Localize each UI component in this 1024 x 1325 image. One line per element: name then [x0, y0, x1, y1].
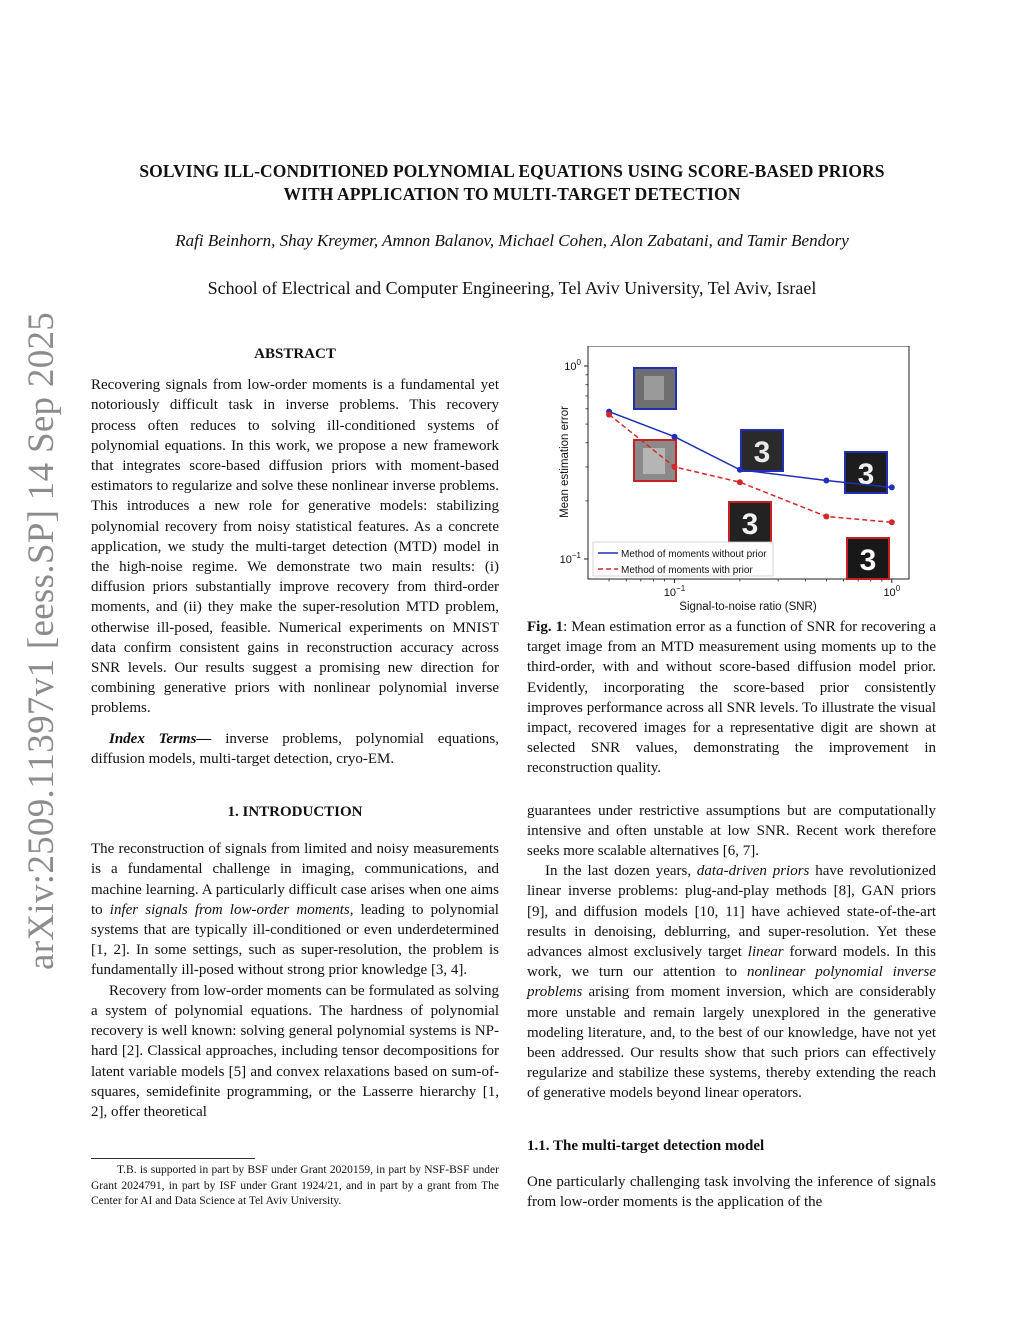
- series-0-point-1: [671, 434, 677, 440]
- figure-caption-label: Fig. 1: [527, 619, 564, 635]
- affiliation: School of Electrical and Computer Engineering, Tel Aviv University, Tel Aviv, Israel: [207, 278, 817, 298]
- authors: Rafi Beinhorn, Shay Kreymer, Amnon Balanov, Michael Cohen, Alon Zabatani, and Tamir Bendory: [175, 231, 849, 250]
- thumb-blue-1: [634, 368, 676, 409]
- index-terms-text: inverse problems, polynomial equations, diffusion models, multi-target detection, cryo-EM.: [91, 730, 499, 767]
- series-1-point-1: [671, 464, 677, 470]
- right-paragraph-1: guarantees under restrictive assumptions but are computationally intensive and often unstable at low SNR. Recent work therefore seeks more scalable alternatives [6, 7].: [527, 802, 936, 860]
- legend-label-1: Method of moments with prior: [621, 565, 753, 576]
- footnote-rule: [91, 1158, 255, 1159]
- footnote: T.B. is supported in part by BSF under Grant 2020159, in part by NSF-BSF under Grant 2024791, in part by ISF under Grant 1924/21, and in part by a grant from The Center for AI and Data Science at Tel Aviv University.: [91, 1164, 499, 1207]
- rp2-em2: linear: [747, 944, 784, 961]
- index-terms: [91, 729, 499, 769]
- figure-caption: [527, 617, 936, 779]
- x-axis-label: Signal-to-noise ratio (SNR): [679, 601, 817, 613]
- legend: [593, 542, 773, 576]
- series-1-point-3: [823, 514, 829, 520]
- rp2-b: have revolutionized linear inverse problems: plug-and-play methods [8], GAN priors [9], and diffusion models [10, 11] have achieved state-of-the-art results in denoising, deblurring, and super-resolution. Yet these advances almost exclusively target: [527, 863, 936, 961]
- svg-text:3: 3: [859, 544, 877, 577]
- y-tick-label-0: $10^{-1}$: [559, 551, 581, 566]
- rp2-d: arising from moment inversion, which are considerably more unstable and remain largely unexplored in the generative modeling literature, and, to the best of our knowledge, have not yet been addressed. Our results show that such priors can effectively regularize and stabilize these systems, thereby extending the reach of generative models beyond linear operators.: [527, 984, 936, 1102]
- index-terms-label: Index Terms—: [109, 730, 212, 747]
- intro-p1-start: The reconstruction of signals from limited and noisy measurements is a fundamental challenge in imaging, communications, and machine learning. A particularly difficult case arises when one aims to: [91, 841, 499, 918]
- rp2-em3: nonlinear polynomial inverse problems: [527, 964, 936, 1001]
- figure-1-chart: [551, 346, 936, 618]
- y-axis-label: Mean estimation error: [559, 406, 571, 518]
- svg-text:3: 3: [753, 436, 771, 469]
- title-line-1: SOLVING ILL-CONDITIONED POLYNOMIAL EQUATIONS USING SCORE-BASED PRIORS: [139, 161, 885, 181]
- title-line-2: WITH APPLICATION TO MULTI-TARGET DETECTION: [283, 184, 741, 204]
- abstract-heading: ABSTRACT: [254, 346, 336, 362]
- thumb-blue-2: [741, 430, 783, 471]
- intro-heading: 1. INTRODUCTION: [227, 804, 363, 821]
- arxiv-stamp: arXiv:2509.11397v1 [eess.SP] 14 Sep 2025: [21, 311, 62, 970]
- intro-paragraph-2: Recovery from low-order moments can be formulated as solving a system of polynomial equations. The hardness of polynomial recovery is well known: solving general polynomial systems is NP-hard [2]. Classical approaches, including tensor decompositions for latent variable models [5] and convex relaxations based on sum-of-squares, semidefinite programming, or the Lasserre hierarchy [1, 2], offer theoretical: [91, 982, 499, 1120]
- series-1-point-4: [889, 519, 895, 525]
- series-0-point-2: [737, 467, 743, 473]
- right-column: [527, 617, 936, 1212]
- x-tick-label-0: $10^{-1}$: [663, 584, 686, 599]
- figure-caption-text: : Mean estimation error as a function of SNR for recovering a target image from an MTD measurement using moments up to the third-order, with and without score-based diffusion model prior. Evidently, incorporating the score-based prior consistently improves performance across all SNR levels. To illustrate the visual impact, recovered images for a representative digit are shown at selected SNR values, demonstrating the improvement in reconstruction quality.: [527, 619, 936, 777]
- series-0-point-4: [889, 484, 895, 490]
- legend-label-0: Method of moments without prior: [621, 549, 767, 560]
- subsection-heading: 1.1. The multi-target detection model: [527, 1137, 765, 1154]
- series-0-point-3: [823, 478, 829, 484]
- rp2-em1: data-driven priors: [696, 863, 810, 880]
- svg-text:3: 3: [857, 458, 875, 491]
- series-1-point-2: [737, 479, 743, 485]
- thumb-red-3: [847, 538, 889, 579]
- abstract-text: Recovering signals from low-order moments is a fundamental yet notoriously difficult task in inverse problems. This recovery process often reduces to solving ill-conditioned systems of polynomial equations. In this work, we propose a new framework that integrates score-based diffusion priors with moment-based estimators to regularize and solve these nonlinear inverse problems. This introduces a new role for generative models: stabilizing polynomial recovery from noisy statistical features. As a concrete application, we study the multi-target detection (MTD) model in the high-noise regime. We demonstrate two main results: (i) diffusion priors substantially improve recovery from third-order moments, and (ii) they make the super-resolution MTD problem, otherwise ill-posed, feasible. Numerical experiments on MNIST data confirm consistent gains in reconstruction accuracy across SNR levels. Our results suggest a promising new direction for combining generative priors with nonlinear polynomial inverse problems.: [91, 377, 499, 717]
- left-column: [91, 344, 499, 1122]
- intro-p1-emphasis: infer signals from low-order moments: [109, 901, 350, 918]
- rp2-c: forward models. In this work, we turn our attention to: [527, 944, 936, 981]
- rp2-a: In the last dozen years,: [545, 863, 697, 880]
- thumb-red-2: [729, 502, 771, 543]
- y-tick-label-1: $10^0$: [564, 358, 581, 373]
- paper-title: [60, 160, 964, 206]
- thumb-red-1: [634, 440, 676, 481]
- series-1-point-0: [606, 412, 612, 418]
- svg-text:3: 3: [741, 508, 759, 541]
- right-paragraph-2: [527, 861, 936, 1103]
- right-paragraph-3: One particularly challenging task involving the inference of signals from low-order moments is the application of the: [527, 1173, 936, 1211]
- intro-paragraph-1: [91, 839, 499, 980]
- x-tick-label-1: $10^0$: [883, 584, 901, 599]
- intro-p1-end: , leading to polynomial systems that are typically ill-conditioned or even underdetermined [1, 2]. In some settings, such as super-resolution, the problem is fundamentally ill-posed without strong prior knowledge [3, 4].: [91, 901, 499, 979]
